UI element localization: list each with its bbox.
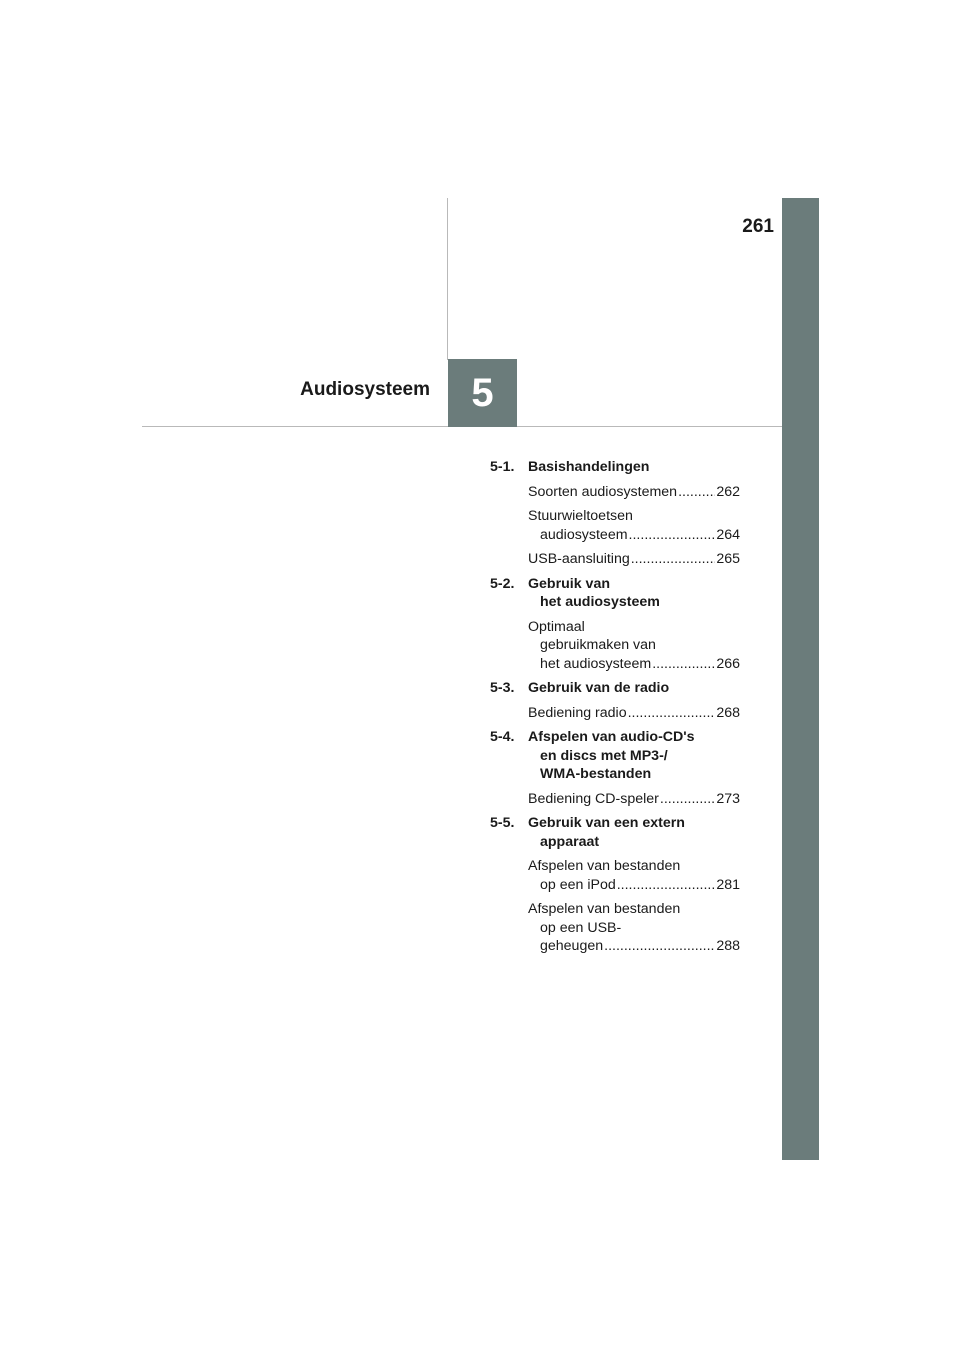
toc-section <box>490 458 740 569</box>
toc-entry-page: 273 <box>716 790 740 807</box>
dot-leader <box>628 704 716 723</box>
toc-entry-text: USB-aansluiting <box>528 551 630 567</box>
toc-entry[interactable] <box>528 900 740 956</box>
toc-entry-leader-line <box>528 876 740 895</box>
toc-section <box>490 814 740 956</box>
toc-section-title-line: Gebruik van een extern <box>528 815 685 831</box>
chapter-side-tab <box>782 198 819 1160</box>
toc-entry-text: het audiosysteem <box>540 655 652 672</box>
toc-entry[interactable] <box>528 618 740 674</box>
toc-entry-text: audiosysteem <box>540 526 628 543</box>
toc-section-heading[interactable] <box>490 814 740 851</box>
toc-entry-text: geheugen <box>540 938 604 954</box>
toc-entry-page: 265 <box>716 551 740 567</box>
dot-leader <box>678 483 715 502</box>
toc-entry-page: 262 <box>716 483 740 500</box>
toc-entry-text: Afspelen van bestanden <box>528 901 681 917</box>
toc-entry-text: Stuurwieltoetsen <box>528 508 633 524</box>
toc-entry-leader-line <box>528 550 740 569</box>
toc-entry-text: Bediening CD-speler <box>528 790 659 807</box>
toc-section-title-line: Gebruik van <box>528 575 611 592</box>
toc-entry-text: Afspelen van bestanden <box>528 858 681 874</box>
toc-entry-leader-line <box>528 790 740 809</box>
toc-entry-page: 266 <box>716 655 740 672</box>
dot-leader <box>660 790 715 809</box>
toc-entry-leader-line <box>528 526 740 545</box>
toc-section-title-line: apparaat <box>540 833 600 850</box>
toc-entry[interactable] <box>528 483 740 502</box>
toc-section <box>490 728 740 808</box>
toc-section-number: 5-1. <box>490 459 515 475</box>
toc-entry[interactable] <box>528 790 740 809</box>
toc-entry-text: Optimaal <box>528 618 585 635</box>
vertical-rule <box>447 198 448 360</box>
chapter-number-badge <box>448 359 517 427</box>
toc-section-title-line: Afspelen van audio-CD's <box>528 729 695 745</box>
toc-entry-page: 281 <box>716 876 740 893</box>
toc-entry-leader-line <box>528 704 740 723</box>
toc-section-title-line: Gebruik van de radio <box>528 680 670 696</box>
toc-section-title <box>528 728 740 784</box>
toc-section-title <box>528 814 740 851</box>
toc-entry-text: gebruikmaken van <box>540 637 656 653</box>
chapter-title: Audiosysteem <box>300 379 430 400</box>
dot-leader <box>604 937 715 956</box>
toc-entry[interactable] <box>528 550 740 569</box>
dot-leader <box>629 526 716 545</box>
dot-leader <box>652 655 715 674</box>
toc-entry-page: 268 <box>716 704 740 721</box>
page-number: 261 <box>742 216 774 237</box>
toc-section-title <box>528 679 740 698</box>
toc-section <box>490 575 740 674</box>
toc-section-number: 5-3. <box>490 680 515 696</box>
toc-section-title <box>528 458 740 477</box>
toc-section-title-line: Basishandelingen <box>528 459 650 475</box>
toc-section <box>490 679 740 722</box>
toc-entry-text: Soorten audiosystemen <box>528 483 678 500</box>
toc-entry-text: op een USB- <box>540 919 622 936</box>
toc-section-heading[interactable] <box>490 458 740 477</box>
toc-section-number: 5-4. <box>490 729 515 745</box>
toc-section-title-line: en discs met MP3-/ <box>540 747 668 764</box>
toc-entry-leader-line <box>528 483 740 502</box>
toc-entry-text: op een iPod <box>540 876 616 893</box>
toc-section-heading[interactable] <box>490 679 740 698</box>
toc-entry[interactable] <box>528 857 740 894</box>
toc-entry[interactable] <box>528 507 740 544</box>
toc-entry-text: Bediening radio <box>528 704 627 721</box>
toc-section-heading[interactable] <box>490 728 740 784</box>
toc-section-number: 5-5. <box>490 815 515 831</box>
toc-section-heading[interactable] <box>490 575 740 612</box>
chapter-number: 5 <box>471 370 494 415</box>
toc-section-title-line: WMA-bestanden <box>540 766 652 782</box>
table-of-contents <box>490 458 740 962</box>
dot-leader <box>617 876 716 895</box>
toc-entry-page: 264 <box>716 526 740 543</box>
toc-section-title-line: het audiosysteem <box>540 594 660 610</box>
toc-entry-leader-line <box>528 937 740 956</box>
toc-section-number: 5-2. <box>490 575 515 592</box>
toc-entry-page: 288 <box>716 938 740 954</box>
toc-section-title <box>528 575 740 612</box>
toc-entry[interactable] <box>528 704 740 723</box>
toc-entry-leader-line <box>528 655 740 674</box>
dot-leader <box>631 550 716 569</box>
